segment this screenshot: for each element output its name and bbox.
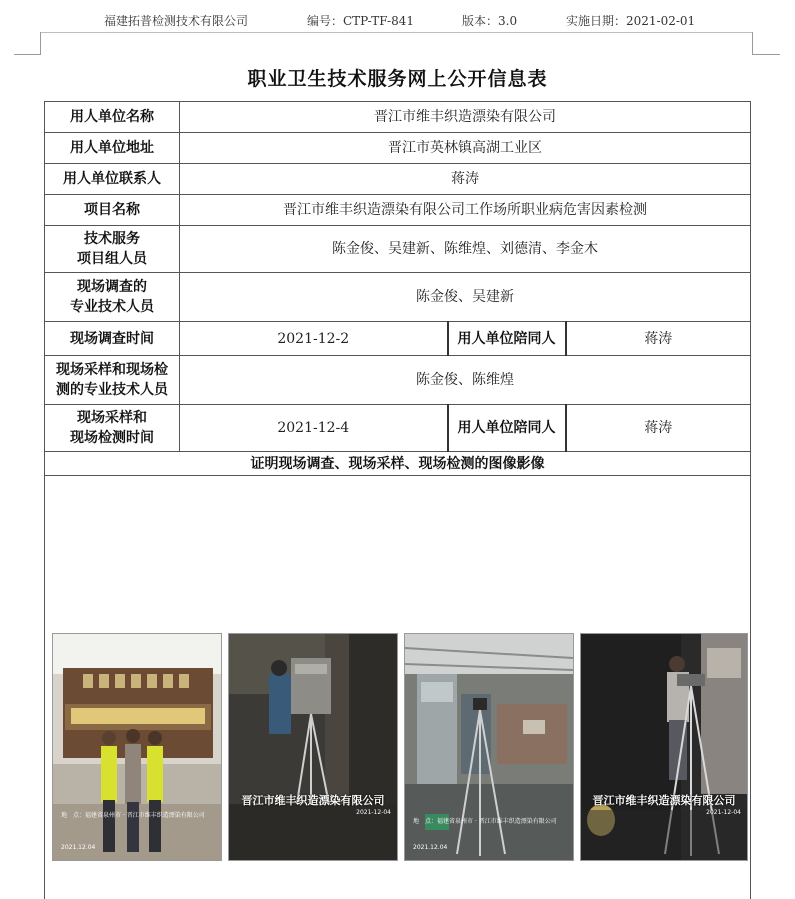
header-rule xyxy=(40,32,752,33)
row-project-name xyxy=(45,195,751,226)
info-table xyxy=(44,101,751,476)
sampling-time-value: 2021-12-4 xyxy=(180,405,448,452)
employer-contact-label: 用人单位联系人 xyxy=(45,164,180,195)
page-title: 职业卫生技术服务网上公开信息表 xyxy=(247,68,548,90)
project-name-value: 晋江市维丰织造漂染有限公司工作场所职业病危害因素检测 xyxy=(180,195,751,226)
row-employer-name xyxy=(45,102,751,133)
photo-worker-tripod xyxy=(580,633,748,861)
header-version: 版本：3.0 xyxy=(462,14,518,28)
header-effective-date: 实施日期：2021-02-01 xyxy=(566,14,696,28)
survey-time-label: 现场调查时间 xyxy=(45,322,180,356)
survey-accompany-value: 蒋涛 xyxy=(566,322,751,356)
survey-accompany-label: 用人单位陪同人 xyxy=(448,322,566,356)
sampling-staff-label-line1: 现场采样和现场检 xyxy=(56,362,168,378)
sampling-staff-value: 陈金俊、陈维煌 xyxy=(180,356,751,405)
photo-lobby xyxy=(52,633,222,861)
photo-workshop-dark-date: 2021-12-04 xyxy=(356,809,391,816)
team-members-label xyxy=(45,226,180,273)
employer-name-label: 用人单位名称 xyxy=(45,102,180,133)
employer-name-value: 晋江市维丰织造漂染有限公司 xyxy=(180,102,751,133)
row-survey-staff xyxy=(45,273,751,322)
sampling-time-label-line2: 现场检测时间 xyxy=(70,430,154,446)
crop-mark-right xyxy=(752,32,753,54)
team-members-label-line2: 项目组人员 xyxy=(77,251,147,267)
row-sampling-time xyxy=(45,405,751,452)
page-header xyxy=(0,0,795,32)
sampling-accompany-label: 用人单位陪同人 xyxy=(448,405,566,452)
header-company: 福建拓普检测技术有限公司 xyxy=(104,14,249,28)
row-images-title xyxy=(45,452,751,476)
photo-lobby-stamp: 2021.12.04 xyxy=(61,844,96,851)
photo-factory-floor xyxy=(404,633,574,861)
project-name-label: 项目名称 xyxy=(45,195,180,226)
photo-factory-floor-image xyxy=(405,634,573,860)
row-sampling-staff xyxy=(45,356,751,405)
crop-mark-right-h xyxy=(752,54,780,55)
team-members-value: 陈金俊、吴建新、陈维煌、刘德清、李金木 xyxy=(180,226,751,273)
employer-address-value: 晋江市英林镇高湖工业区 xyxy=(180,133,751,164)
photo-worker-tripod-image xyxy=(581,634,747,860)
header-doc-number: 编号：CTP-TF-841 xyxy=(307,14,414,28)
row-employer-contact xyxy=(45,164,751,195)
survey-staff-value: 陈金俊、吴建新 xyxy=(180,273,751,322)
photo-factory-floor-location: 地 点：福建省泉州市 · 晋江市维丰织造漂染有限公司 xyxy=(413,818,557,825)
sampling-time-label-line1: 现场采样和 xyxy=(77,410,147,426)
survey-staff-label xyxy=(45,273,180,322)
photo-workshop-dark-image xyxy=(229,634,397,860)
sampling-time-label xyxy=(45,405,180,452)
photo-workshop-dark xyxy=(228,633,398,861)
crop-mark-left-h xyxy=(14,54,41,55)
images-title: 证明现场调查、现场采样、现场检测的图像影像 xyxy=(45,452,751,476)
photo-worker-tripod-caption: 晋江市维丰织造漂染有限公司 xyxy=(592,794,736,807)
crop-mark-left xyxy=(40,32,41,54)
row-team-members xyxy=(45,226,751,273)
team-members-label-line1: 技术服务 xyxy=(84,231,140,247)
sampling-staff-label xyxy=(45,356,180,405)
employer-address-label: 用人单位地址 xyxy=(45,133,180,164)
photo-worker-tripod-date: 2021-12-04 xyxy=(706,809,741,816)
survey-staff-label-line1: 现场调查的 xyxy=(77,279,147,295)
survey-time-value: 2021-12-2 xyxy=(180,322,448,356)
sampling-staff-label-line2: 测的专业技术人员 xyxy=(56,382,168,398)
row-employer-address xyxy=(45,133,751,164)
survey-staff-label-line2: 专业技术人员 xyxy=(70,299,154,315)
sampling-accompany-value: 蒋涛 xyxy=(566,405,751,452)
employer-contact-value: 蒋涛 xyxy=(180,164,751,195)
photo-factory-floor-stamp: 2021.12.04 xyxy=(413,844,448,851)
row-survey-time xyxy=(45,322,751,356)
photo-lobby-location: 地 点：福建省泉州市 · 晋江市维丰织造漂染有限公司 xyxy=(61,812,205,819)
photo-strip xyxy=(44,633,749,861)
photo-lobby-image xyxy=(53,634,221,860)
photo-workshop-dark-caption: 晋江市维丰织造漂染有限公司 xyxy=(241,794,385,807)
